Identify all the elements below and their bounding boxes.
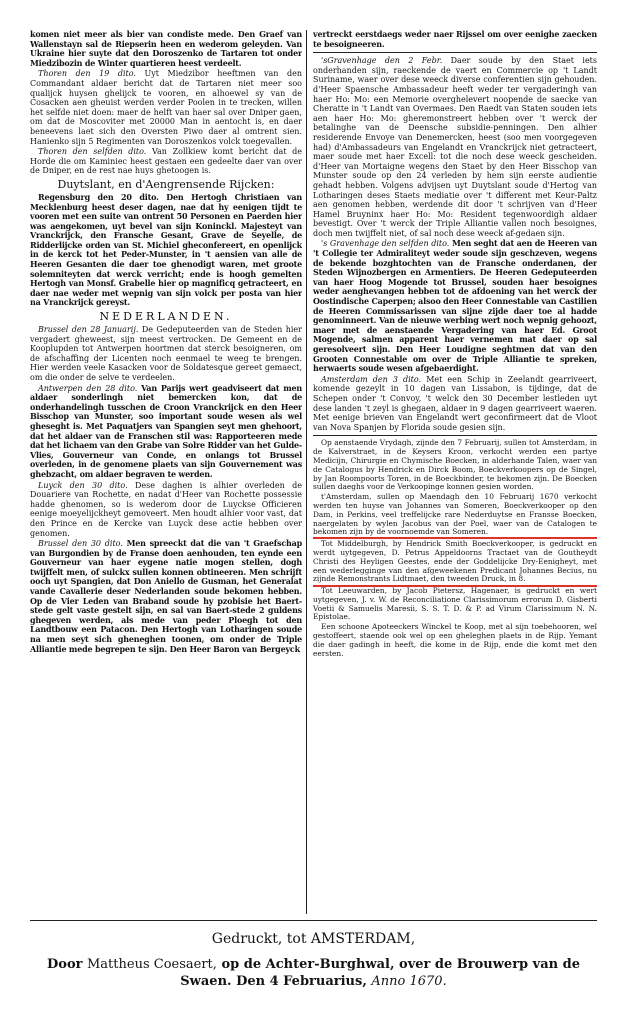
section-heading: Duytslant, en d'Aengrensende Rijcken: xyxy=(57,177,275,191)
news-text: Van Parijs wert geadviseert dat men aldaer sonderlingh niet bemercken kon, dat de onderhandelingh tusschen de Croon Vranckrijck en den Heer Bisschop van Munster, soo important soude wesen als wel gheseght is. Met Paquatjers van Spangien seyt men ghehoort, dat het aldaer van de Franschen stil was: Rapporteeren mede dat het lichaem van den Grabe van Solre Ridder van het Gulde-Vlies, Gouverneur van Conde, en onlangs tot Brussel overleden, in de genomene plaets van sijn Gouvernement was ghebzacht, om aldaer begraven te werden. xyxy=(30,382,302,479)
advertisements xyxy=(313,435,597,658)
news-text: Dese daghen is alhier overleden de Douariere van Rochette, en nadat d'Heer van Rochette possessie hadde ghenomen, so is wederom door de Luyckse Officieren eenige moeyelijckheyt gemoveert. Men houdt alhier voor vast, dat den Prince en de Kercke van Luyck dese actie hebben over genomen. xyxy=(30,480,302,538)
printer-name: Mattheus Coesaert, xyxy=(87,957,217,972)
news-paragraph: Regensburg den 20 dito. Den Hertogh Christiaen van Mecklenburg heest deser dagen, nae dat hy eenigen tijdt te vooren met een suite van ontrent 50 Personen en Paerden hier was aengekomen, uyt bevel van sijn Koninckl. Majesteyt van Vranckrijck, den Fransche Gesant, Grave de Seyelle, de Ridderlijcke orden van St. Michiel gheconfereert, en openlijck in de kerck tot het Peder-Munster, in 't aensien van alle de Heeren Gesanten die daer toe ghenodigt waren, met groote solemniteyten dat werck verricht; ende is hoogh gemelten Hertogh van Monsf. Grabelle hier op magnificq getracteert, en daer nae weder met wepnig van sijn volck per posta van hier na Vranckrijck gereyst. xyxy=(30,191,302,308)
highlighted-advertisement: Tot Middelburgh, by Hendrick Smith Boeckverkooper, is gedruckt en werdt uytgegeven, D. Petrus Appeldoorns Tractaet van de Goutheydt Christi des Heyligen Geestes, ende der Goddelijcke Dry-Eenigheyt, met een wederlegginge van den afgeweekenen Predicant Johannes Becius, nu zijnde Remonstrants Lidtmaet, den tweeden Druck, in 8. xyxy=(313,539,597,584)
advertisement: t'Amsterdam, sullen op Maendagh den 10 Februarij 1670 verkocht werden ten huyse van Johannes van Someren, Boeckverkooper op den Dam, in Perkins, veel treffelijcke rare Nederduytse en Fransse Boecken, naergelaten by wylen Jacobus van der Poel, waer van de Catalogen te bekomen zijn by de voornoemde van Someren. xyxy=(313,492,597,537)
imprint xyxy=(30,920,597,990)
news-text: Daer soude by den Staet iets onderhanden sijn, raeckende de vaert en Commercie op 't Landt Suriname, waer over dese weeck diverse conferentien sijn gehouden. d'Heer Spaensche Ambassadeur heeft weder ter vergaderingh van haer Ho: Mo: een Memorie overghelevert noopende de saecke van Cheratte in 't Landt van Overmaes. Den Raedt van Staten souden iets aen haer Ho: Mo: gheremonstreert hebben over 't werck der betalinghe van de Deensche subsidie-penningen. Den alhier residerende Envoye van Denemercken, heest (soo men voorgegeven had) d'Ambassadeurs van Engelandt en Vranckrijck niet getracteert, maer soude met haer Excell: tot die noch dese weeck gescheiden. d'Heer van Mortaigne wegens den Staet by den Heer Bisschop van Munster soude op den 24 verleden by hem sijn eerste audientie gehadt hebben. Volgens advijsen uyt Duytslant soude d'Hertog van Lotharingen deses Staets mediatie over 't different met Keur-Paltz aen genomen hebben, werdende dit door 't schrijven van d'Heer Hamel Bruyninx haer Ho: Mo: Resident tegenwoordigh aldaer bevestigt. Over 't werck der Triple Alliantie vallen noch besoignes, doch men twijffelt niet, of sal noch dese weeck af-gedaen sijn. xyxy=(313,56,597,238)
dateline: Antwerpen den 28 dito. xyxy=(38,383,138,393)
left-column xyxy=(30,30,302,914)
news-paragraph xyxy=(30,384,302,480)
section-heading: NEDERLANDEN. xyxy=(99,310,233,324)
printed-at-line: Gedruckt, tot AMSTERDAM, xyxy=(211,931,416,947)
dateline: Amsterdam den 3 dito. xyxy=(321,374,422,384)
printer-line xyxy=(30,956,597,990)
advertisement: Een schoone Apoteeckers Winckel te Koop, met al sijn toebehooren, wel gestoffeert, staende ook wel op een gheleghen plaets in de Rijp. Yemant die daer gadingh in heeft, die kome in de Rijp, ende die komt met den eersten. xyxy=(313,622,597,658)
news-paragraph: vertreckt eerstdaegs weder naer Rijssel om over eenighe zaecken te besoigneeren. xyxy=(313,30,597,49)
news-text: Men spreeckt dat die van 't Graefschap van Burgondien by de Franse doen aenhouden, ten eynde een Gouverneur van haer eygene natie mogen stellen, dogh twijffelt men, of sulckx sullen konnen obtineeren. Men schrijft ooch uyt Spangien, dat Don Aniello de Gusman, het Generalat vande Cavallerie deser Nederlanden soude bekomen hebben. Op de Vier Leden van Braband soude hy pzobisie het Baert-stede gelt vaste gestelt sijn, en sal van Baert-stede 2 guldens ghegeven werden, als mede van peder Ploegh tot den Landtbouw een Patacon. Den Hertogh van Lotharingen soude na men seyt sich gheneghen toonen, om onder de Triple Alliantie mede begrepen te sijn. Den Heer Baron van Bergeyck xyxy=(30,538,302,654)
dateline: Thoren den 19 dito. xyxy=(38,69,136,79)
dateline: 'sGravenhage den 2 Febr. xyxy=(321,56,443,66)
news-paragraph xyxy=(30,539,302,654)
paragraph-rule xyxy=(313,52,597,53)
news-paragraph xyxy=(30,147,302,176)
news-text: Men seght dat aen de Heeren van 't Collegie ter Admiraliteyt weder soude sijn geschzeven, wegens de bekende bozghtochten van de Fransche onderdanen, der Steden Wijnozbergen en Armentiers. De Heeren Gedeputeerden van haer Hoog Mogende tot Brussel, souden haer besoignes weder aenghevangen hebben tot de afdoening van het werck der Oostindische Caperpen; alsoo den Heer Connestable van Castilien de Heeren Commissarissen van sijne zijde daer toe al hadde genominneert. Van de nieuwe werbing wert noch wepnig gehoozt, maer met de aenstaende Vergadering van haer Ed. Groot Mogende, salmen apparent haer vernemen mat daer op sal geresolveert sijn. Den Heer Loudigne seghtmen dat van den Grooten Connestable om over de Triple Alliantie te spreken, herwaerts soude wesen afgebaerdight. xyxy=(313,238,597,374)
dateline: Thoren den selfden dito. xyxy=(38,147,147,157)
dateline: 's Gravenhage den selfden dito. xyxy=(321,239,450,249)
news-paragraph xyxy=(30,325,302,383)
news-text: Uyt Miedzibor heeftmen van den Commandant aldaer bericht dat de Tartaren niet meer soo qualijck huysen ghelijck te vooren, en alhoewel sy van de Cosacken aen gheuist werden verder Poolen in te trecken, willen het selfde niet doen: maer de helft van haer sal over Dniper gaen, om dat de Moscoviter met 20000 Man in aentocht is, en daer beneevens laet sich den Oversten Piwo daer al omtrent sien. Hanienko sijn 5 Regimenten van Doroszenkos volck toegevallen. xyxy=(30,69,302,146)
news-paragraph xyxy=(313,56,597,238)
news-text: Van Zollkiew komt bericht dat de Horde die om Kaminiec heest gestaen een gedeelte daer van over de Dniper, en de rest nae huys ghetoogen is. xyxy=(30,147,302,176)
advertisement: Op aenstaende Vrydagh, zijnde den 7 Februarij, sullen tot Amsterdam, in de Kalverstraet, in de Keysers Kroon, verkocht werden een partye Medicijn, Chirurgie en Chymische Boecken, in alderhande Talen, waer van de Catalogus by Hendrick en Dirck Boom, Boeckverkoopers op de Singel, by Jan Roompoorts Toren, in de Boeckbinder, te bekomen zijn. De Boecken sullen daeghs voor de Verkoopinge konnen gesien worden. xyxy=(313,438,597,492)
news-text: De Gedeputeerden van de Steden hier vergadert gheweest, sijn meest vertrocken. De Gemeent en de Kooplupden tot Antwerpen hoortmen dat sterck besoigneren, om de afschaffing der Licenten noch eenmael te weeg te brengen. Hier werden veele Kasacken voor de Soldatesque gereet gemaect, om die onder de selve te verdeelen. xyxy=(30,325,302,382)
dateline: Brussel den 28 Januarij. xyxy=(38,325,139,335)
right-column xyxy=(313,30,597,914)
news-paragraph xyxy=(313,375,597,433)
imprint-year: Anno 1670. xyxy=(371,974,447,989)
news-paragraph: komen niet meer als bier van condiste mede. Den Graef van Wallenstayn sal de Riepserin heen en wederom geleyden. Van Ukraine hier suyte dat den Doroszenko de Tartaren tot onder Miedzibozin de Winter quartieren heest verdeelt. xyxy=(30,30,302,68)
dateline: Luyck den 30 dito. xyxy=(38,480,128,490)
news-paragraph xyxy=(30,69,302,146)
advertisement: Tot Leeuwarden, by Jacob Pietersz, Hagenaer, is gedruckt en wert uytgegeven, J. v. W. de Reconciliatione Clarissimorum errorum D. Gisberti Voetii & Samuelis Maresii, S. S. T. D. & P. ad Virum Clarissimum N. N. Epistolae. xyxy=(313,586,597,622)
news-text: Met een Schip in Zeelandt gearriveert, komende gezeylt in 10 dagen van Lissabon, is tijdinge, dat de Schepen onder 't Convoy, 't welck den 30 December lestleden uyt dese landen 't zeyl is ghegaen, aldaer in 9 dagen gearriveert waeren. Met eenige brieven van Engelandt wert geconfirmeert dat de Vloot van Nova Spanjen by Florida soude gesien sijn. xyxy=(313,374,597,432)
dateline: Brussel den 30 dito. xyxy=(38,539,123,549)
news-paragraph xyxy=(30,481,302,539)
imprint-by: Door xyxy=(47,957,83,972)
column-divider xyxy=(306,30,307,914)
imprint-rule xyxy=(30,920,597,921)
printer-address: op de Achter-Burghwal, over de Brouwerp van de Swaen. Den 4 Februarius, xyxy=(180,957,580,989)
news-paragraph xyxy=(313,239,597,373)
